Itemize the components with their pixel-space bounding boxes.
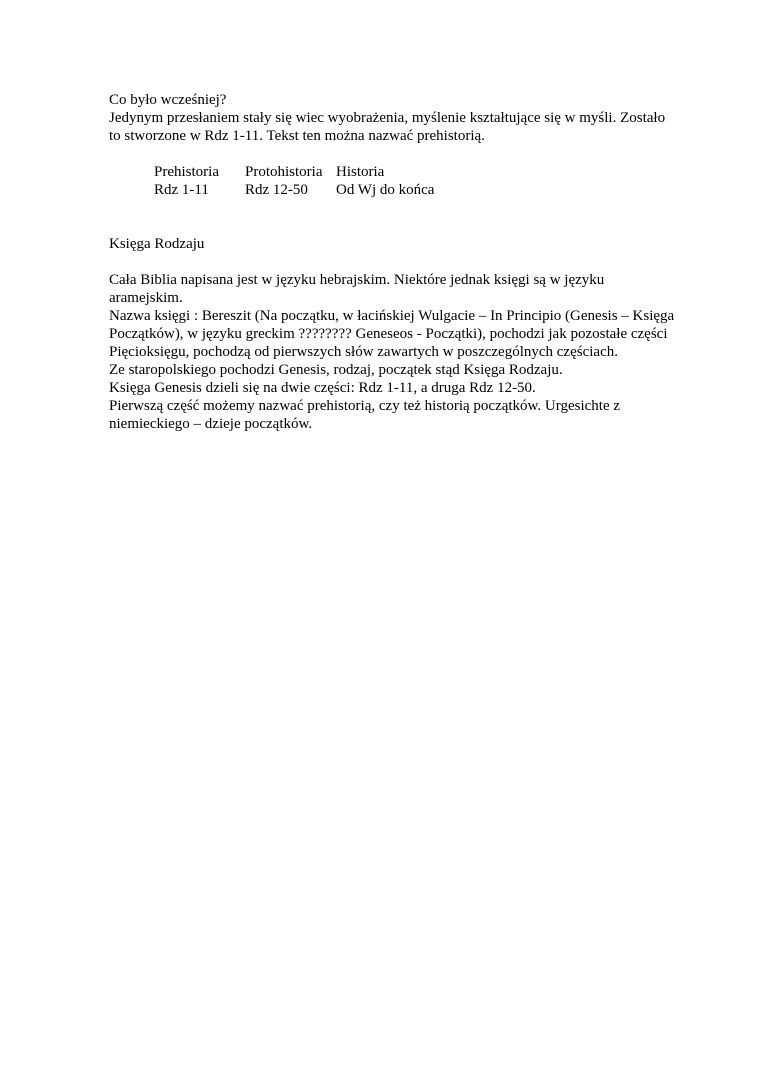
text-line: Nazwa księgi : Bereszit (Na początku, w łacińskiej Wulgacie – In Principio (Genesis – Księga — [109, 308, 675, 324]
periods-table — [154, 163, 699, 199]
text-line: Ze staropolskiego pochodzi Genesis, rodzaj, początek stąd Księga Rodzaju. — [109, 362, 563, 378]
periods-table-data-row — [154, 181, 699, 199]
text-line: Pierwszą część możemy nazwać prehistorią, czy też historią początków. Urgesichte z — [109, 398, 621, 414]
data-cell-historia: Od Wj do końca — [336, 182, 435, 198]
periods-table-header-row — [154, 163, 699, 181]
text-line: niemieckiego – dzieje początków. — [109, 416, 313, 432]
blank-line — [109, 253, 699, 271]
header-cell-prehistoria: Prehistoria — [154, 164, 219, 180]
question-line: Co było wcześniej? — [109, 92, 227, 108]
data-cell-prehistoria: Rdz 1-11 — [154, 182, 209, 198]
paragraph-line: to stworzone w Rdz 1-11. Tekst ten można nazwać prehistorią. — [109, 128, 485, 144]
blank-line — [109, 145, 699, 163]
text-line: Cała Biblia napisana jest w języku hebrajskim. Niektóre jednak księgi są w języku — [109, 272, 605, 288]
section-heading: Księga Rodzaju — [109, 236, 205, 252]
text-line: aramejskim. — [109, 290, 183, 306]
text-line: Pięcioksięgu, pochodzą od pierwszych słów zawartych w poszczególnych częściach. — [109, 344, 618, 360]
text-line: Księga Genesis dzieli się na dwie części: Rdz 1-11, a druga Rdz 12-50. — [109, 380, 536, 396]
header-cell-protohistoria: Protohistoria — [245, 164, 323, 180]
text-line: Początków), w języku greckim ???????? Geneseos - Początki), pochodzi jak pozostałe części — [109, 326, 668, 342]
data-cell-protohistoria: Rdz 12-50 — [245, 182, 308, 198]
blank-lines — [109, 199, 699, 235]
document-body — [109, 91, 699, 433]
header-cell-historia: Historia — [336, 164, 385, 180]
paragraph-line: Jedynym przesłaniem stały się wiec wyobrażenia, myślenie kształtujące się w myśli. Zostało — [109, 110, 666, 126]
